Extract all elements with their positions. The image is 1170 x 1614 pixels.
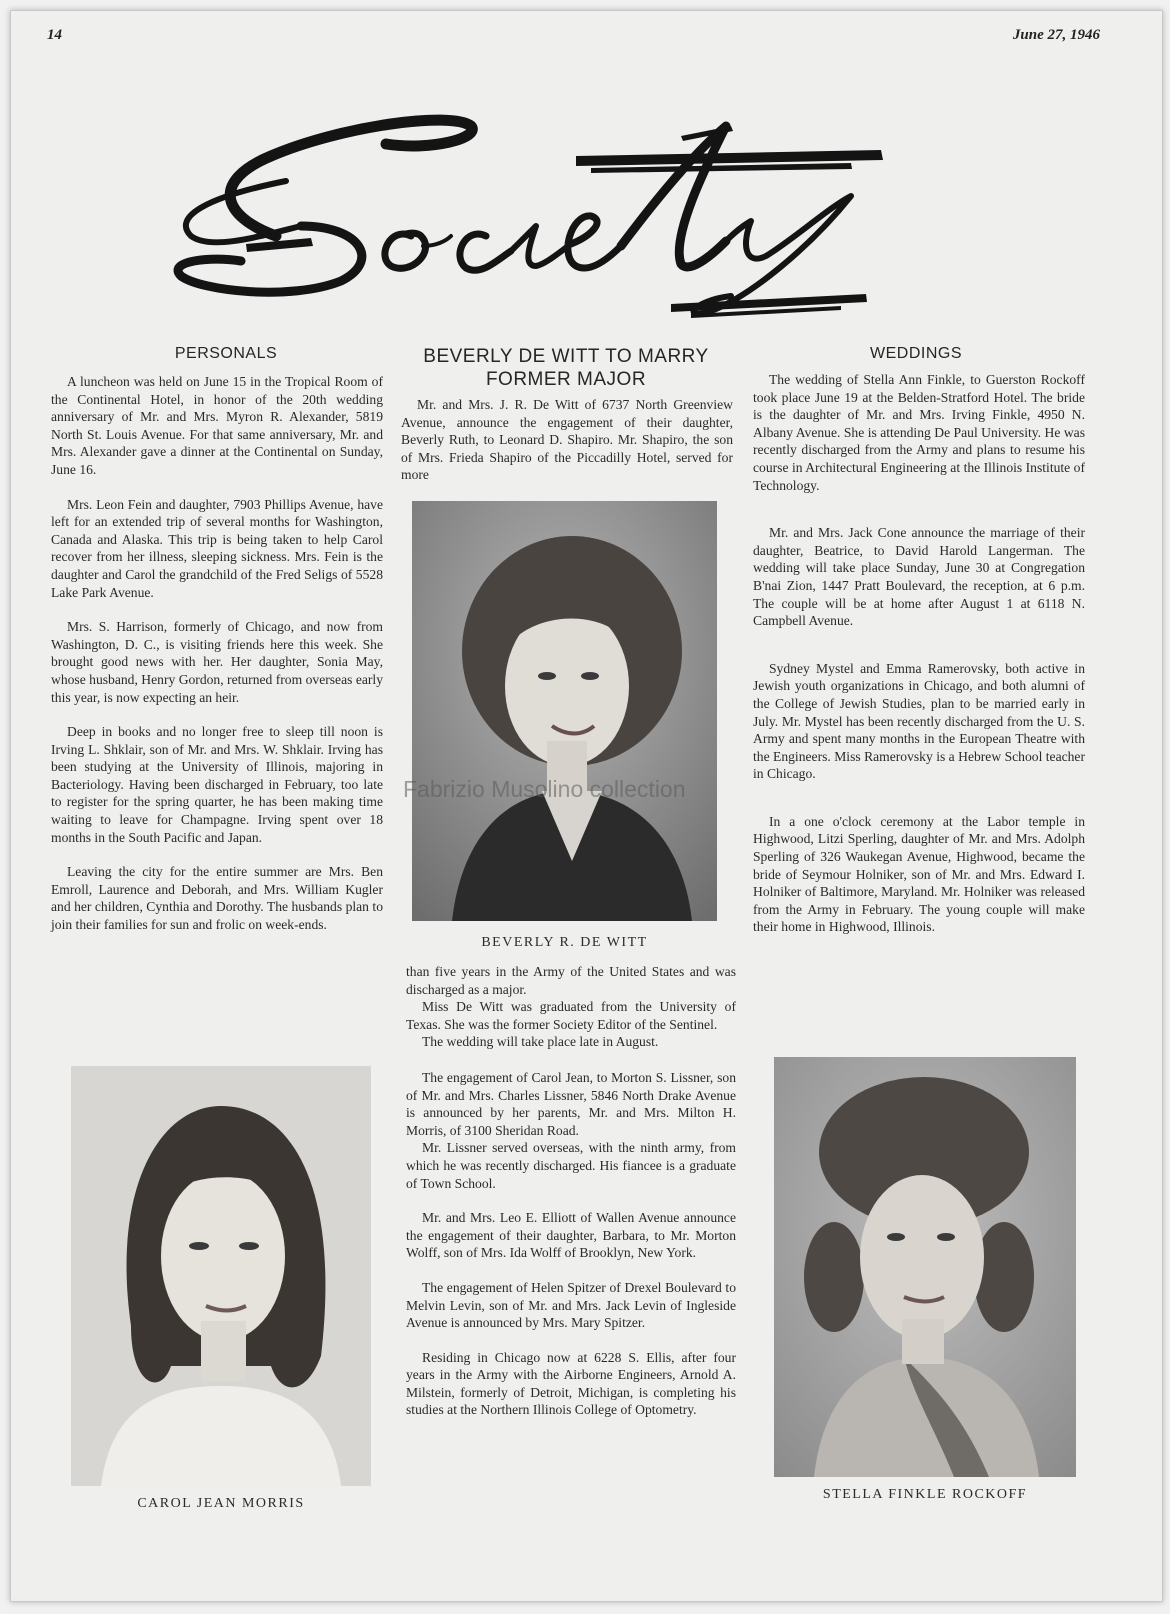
personals-paragraph: A luncheon was held on June 15 in the Tropical Room of the Continental Hotel, in honor of the 20th wedding anniversary of Mr. and Mrs. Myron R. Alexander, 5819 North St. Louis Avenue. For that same anniversary, Mr. and Mrs. Alexander gave a dinner at the Continental on Sunday, June 16. xyxy=(51,374,383,477)
society-masthead xyxy=(151,86,931,346)
headline-line-1: BEVERLY DE WITT TO MARRY xyxy=(423,346,709,367)
intro-paragraph: Mr. and Mrs. J. R. De Witt of 6737 North Greenview Avenue, announce the engagement of their daughter, Beverly Ruth, to Leonard D. Shapiro. Mr. Shapiro, the son of Mrs. Frieda Shapiro of the Piccadilly Hotel, served for more xyxy=(401,397,733,483)
engagement-continuation xyxy=(406,963,736,1436)
portrait-image xyxy=(774,1057,1076,1477)
personals-heading: PERSONALS xyxy=(174,345,278,362)
continuation-line: Miss De Witt was graduated from the University of Texas. She was the former Society Editor of the Sentinel. xyxy=(406,999,736,1032)
engagement-paragraph: Mr. and Mrs. Leo E. Elliott of Wallen Avenue announce the engagement of their daughter, Barbara, to Mr. Morton Wolff, son of Mrs. Ida Wolff of Brooklyn, New York. xyxy=(406,1210,736,1261)
wedding-paragraph: In a one o'clock ceremony at the Labor temple in Highwood, Litzi Sperling, daughter of Mr. and Mrs. Adolph Sperling of 326 Waukegan Avenue, Highwood, became the bride of Seymour Holniker, son of Mr. and Mrs. Edward I. Holniker of Baltimore, Maryland. Mr. Holniker was released from the Army in February. The young couple will make their home in Highwood, Illinois. xyxy=(753,813,1085,935)
portrait-beverly-de-witt xyxy=(412,501,717,921)
collection-watermark: Fabrizio Musolino collection xyxy=(403,776,686,802)
personals-paragraph: Mrs. S. Harrison, formerly of Chicago, and now from Washington, D. C., is visiting friends here this week. She brought good news with her. Her daughter, Sonia May, whose husband, Henry Gordon, returned from overseas early this year, is now expecting an heir. xyxy=(51,619,383,705)
personals-column xyxy=(51,373,383,951)
wedding-paragraph: The wedding of Stella Ann Finkle, to Guerston Rockoff took place June 19 at the Belden-Stratford Hotel. The bride is the daughter of Mr. and Mrs. Irving Finkle, 4950 N. Albany Avenue. She is attending De Paul University. He was recently discharged from the Army and plans to resume his course in Architectural Engineering at the Illinois Institute of Technology. xyxy=(753,372,1085,493)
weddings-heading: WEDDINGS xyxy=(870,345,962,362)
portrait-stella-finkle-rockoff xyxy=(774,1057,1076,1477)
portrait-image xyxy=(71,1066,371,1486)
engagement-headline xyxy=(396,345,736,391)
page-number: 14 xyxy=(47,27,62,43)
engagement-paragraph: The engagement of Helen Spitzer of Drexel Boulevard to Melvin Levin, son of Mr. and Mrs. Jack Levin of Ingleside Avenue is announced by Mrs. Mary Spitzer. xyxy=(406,1279,736,1331)
engagement-paragraph: Mr. Lissner served overseas, with the ninth army, from which he was recently discharged. His fiancee is a graduate of Town School. xyxy=(406,1140,736,1191)
caption-carol: CAROL JEAN MORRIS xyxy=(137,1496,305,1511)
issue-date: June 27, 1946 xyxy=(1012,27,1100,43)
portrait-image xyxy=(412,501,717,921)
caption-beverly: BEVERLY R. DE WITT xyxy=(481,935,648,950)
continuation-line: than five years in the Army of the United States and was discharged as a major. xyxy=(406,964,736,997)
portrait-carol-jean-morris xyxy=(71,1066,371,1486)
newspaper-page xyxy=(10,10,1163,1602)
headline-line-2: FORMER MAJOR xyxy=(485,369,647,390)
weddings-column xyxy=(753,371,1085,953)
personals-paragraph: Leaving the city for the entire summer are Mrs. Ben Emroll, Laurence and Deborah, and Mrs. William Kugler and her children, Cynthia and Dorothy. The husbands plan to join their families for sun and frolic on week-ends. xyxy=(51,864,383,933)
wedding-paragraph: Mr. and Mrs. Jack Cone announce the marriage of their daughter, Beatrice, to David Harold Langerman. The wedding will take place Sunday, June 30 at Congregation B'nai Zion, 1447 Pratt Boulevard, the reception, at 6 p.m. The couple will be at home after August 1 at 6118 N. Campbell Avenue. xyxy=(753,525,1085,629)
personals-paragraph: Deep in books and no longer free to sleep till noon is Irving L. Shklair, son of Mr. and Mrs. W. Shklair. Irving has been studying at the University of Illinois, majoring in Bacteriology. Having been discharged in February, too late to register for the spring quarter, he has been making time waiting to leave for Champagne. Irving spent over 18 months in the South Pacific and Japan. xyxy=(51,724,383,845)
wedding-paragraph: Sydney Mystel and Emma Ramerovsky, both active in Jewish youth organizations in Chicago, and both alumni of the College of Jewish Studies, plan to be married early in July. Mr. Mystel has been recently discharged from the U. S. Army and spent many months in the European Theatre with the Engineers. Miss Ramerovsky is a Hebrew School teacher in Chicago. xyxy=(753,660,1085,782)
engagement-intro xyxy=(401,396,733,484)
engagement-paragraph: The engagement of Carol Jean, to Morton S. Lissner, son of Mr. and Mrs. Charles Lissner, 5846 North Drake Avenue is announced by her parents, Mr. and Mrs. Milton H. Morris, of 3100 Sheridan Road. xyxy=(406,1069,736,1138)
engagement-paragraph: Residing in Chicago now at 6228 S. Ellis, after four years in the Army with the Airborne Engineers, Arnold A. Milstein, formerly of Detroit, Michigan, is completing his studies at the Northern Illinois College of Optometry. xyxy=(406,1349,736,1418)
continuation-line: The wedding will take place late in August. xyxy=(422,1034,659,1050)
personals-paragraph: Mrs. Leon Fein and daughter, 7903 Phillips Avenue, have left for an extended trip of several months for Washington, Canada and Alaska. This trip is being taken to help Carol recover from her illness, sleeping sickness. Mrs. Fein is the daughter and Carol the grandchild of the Fred Seligs of 5528 Lake Park Avenue. xyxy=(51,496,383,600)
caption-stella: STELLA FINKLE ROCKOFF xyxy=(822,1487,1028,1502)
